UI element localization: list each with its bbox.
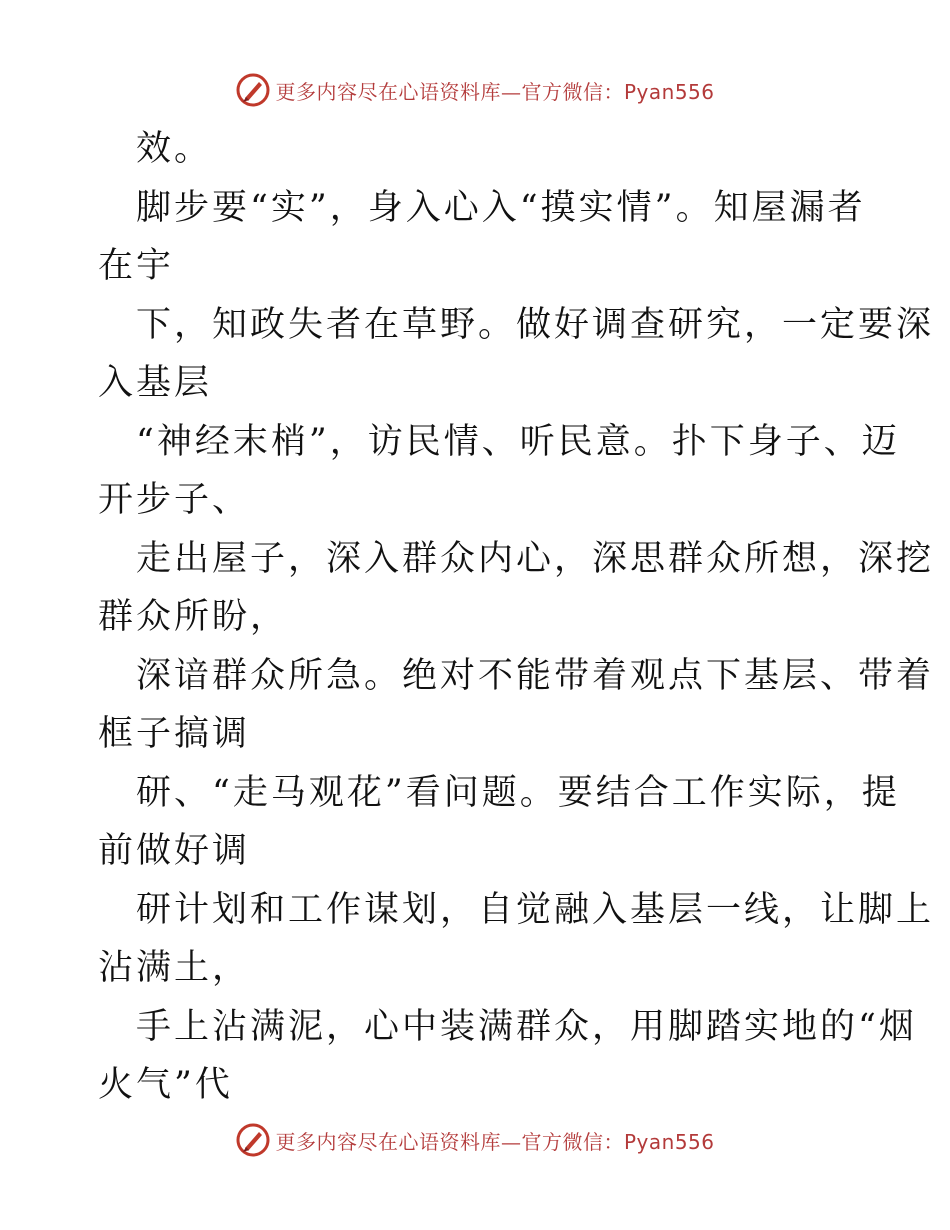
text-line: 群众所盼， <box>98 597 289 637</box>
pen-logo-icon <box>235 72 271 108</box>
text-line: “神经末梢”，访民情、听民意。扑下身子、迈 <box>136 421 900 462</box>
text-line: 火气”代 <box>98 1065 233 1105</box>
header-watermark <box>0 72 950 108</box>
text-line: 框子搞调 <box>98 714 251 754</box>
text-line: 手上沾满泥，心中装满群众，用脚踏实地的“烟 <box>136 1006 917 1047</box>
pen-logo-icon <box>235 1122 271 1158</box>
text-line: 走出屋子，深入群众内心，深思群众所想，深挖 <box>136 538 935 579</box>
text-line: 研计划和工作谋划，自觉融入基层一线，让脚上 <box>136 889 935 930</box>
footer-watermark <box>0 1122 950 1158</box>
text-line: 沾满土， <box>98 948 251 988</box>
text-line: 开步子、 <box>98 480 251 520</box>
watermark-text: 更多内容尽在心语资料库—官方微信：Pyan556 <box>275 1129 715 1154</box>
text-line: 下，知政失者在草野。做好调查研究，一定要深 <box>136 304 935 345</box>
watermark-text: 更多内容尽在心语资料库—官方微信：Pyan556 <box>275 79 715 104</box>
document-body <box>98 120 935 1115</box>
text-line: 研、“走马观花”看问题。要结合工作实际，提 <box>136 772 900 813</box>
text-line: 效。 <box>136 129 213 169</box>
text-line: 深谙群众所急。绝对不能带着观点下基层、带着 <box>136 655 935 696</box>
text-line: 脚步要“实”，身入心入“摸实情”。知屋漏者 <box>136 187 866 228</box>
text-line: 入基层 <box>98 363 213 403</box>
text-line: 在宇 <box>98 246 175 286</box>
text-line: 前做好调 <box>98 831 251 871</box>
